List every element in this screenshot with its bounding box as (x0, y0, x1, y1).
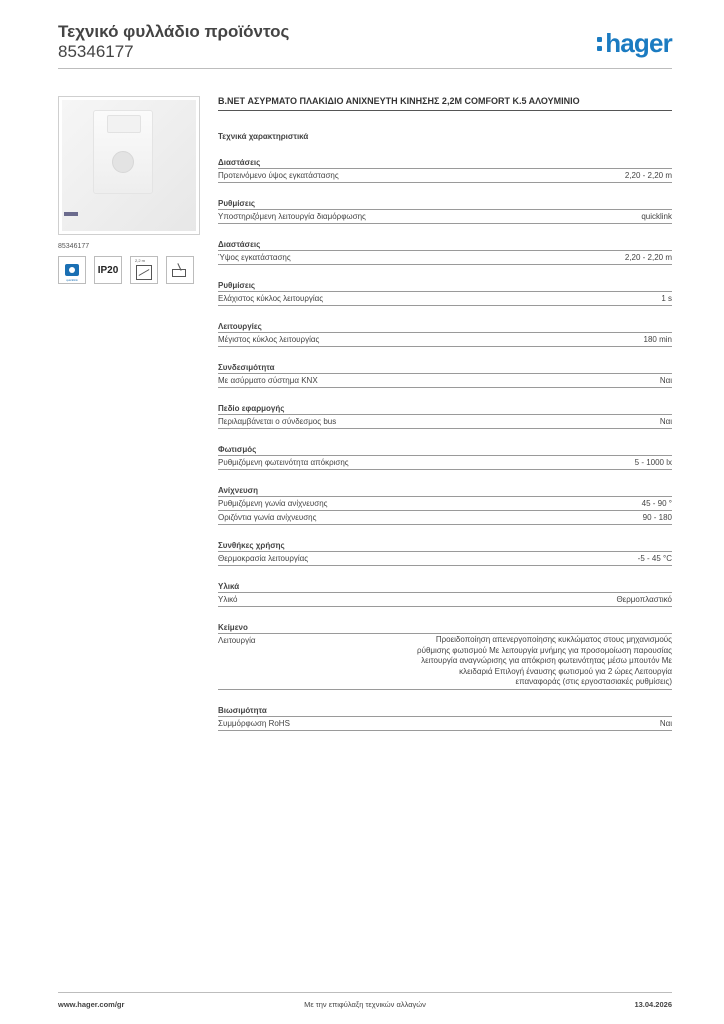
spec-label: Υποστηριζόμενη λειτουργία διαμόρφωσης (218, 212, 366, 221)
spec-group (218, 158, 672, 183)
sensor-plate (93, 110, 153, 194)
footer-website: www.hager.com/gr (58, 1000, 125, 1009)
spec-row (218, 332, 672, 347)
spec-group-title: Κείμενο (218, 623, 248, 632)
spec-row (218, 291, 672, 306)
spec-group-title: Ρυθμίσεις (218, 199, 256, 208)
spec-groups (218, 158, 672, 731)
spec-label: Οριζόντια γωνία ανίχνευσης (218, 513, 317, 522)
spec-label: Μέγιστος κύκλος λειτουργίας (218, 335, 320, 344)
spec-value: 45 - 90 ° (641, 499, 672, 508)
document-number: 85346177 (58, 42, 134, 61)
spec-value: 1 s (661, 294, 672, 303)
quicklink-icon (58, 256, 86, 284)
spec-label: Ύψος εγκατάστασης (218, 253, 291, 262)
spec-value: 2,20 - 2,20 m (624, 253, 672, 262)
spec-group (218, 281, 672, 306)
mounting-height-graphic (136, 265, 152, 280)
spec-group (218, 541, 672, 566)
spec-group (218, 582, 672, 607)
spec-row (218, 373, 672, 388)
section-title: Τεχνικά χαρακτηριστικά (218, 132, 309, 141)
page-header (58, 20, 672, 70)
spec-row (218, 455, 672, 470)
spec-row (218, 250, 672, 265)
spec-group-title: Συνθήκες χρήσης (218, 541, 285, 550)
spec-row (218, 496, 672, 511)
title-divider (218, 110, 672, 111)
mounting-height-icon (130, 256, 158, 284)
footer-divider (58, 992, 672, 993)
spec-value: 5 - 1000 lx (634, 458, 672, 467)
product-reference: 85346177 (58, 243, 90, 250)
spec-row (218, 209, 672, 224)
spec-label: Ρυθμιζόμενη φωτεινότητα απόκρισης (218, 458, 349, 467)
certification-icons (58, 256, 200, 284)
spec-value: 90 - 180 (642, 513, 672, 522)
spec-value: Ναι (659, 376, 672, 385)
spec-group-title: Διαστάσεις (218, 158, 261, 167)
spec-label: Ρυθμιζόμενη γωνία ανίχνευσης (218, 499, 328, 508)
spec-row (218, 551, 672, 566)
spec-value: quicklink (641, 212, 672, 221)
spec-group-title: Υλικά (218, 582, 240, 591)
spec-group-title: Πεδίο εφαρμογής (218, 404, 285, 413)
logo-dots-icon (597, 35, 603, 53)
spec-group-title: Διαστάσεις (218, 240, 261, 249)
spec-group (218, 322, 672, 347)
spec-group-title: Βιωσιμότητα (218, 705, 267, 715)
spec-group (218, 240, 672, 265)
specifications-panel (218, 96, 672, 731)
spec-label: Περιλαμβάνεται ο σύνδεσμος bus (218, 417, 337, 426)
spec-group (218, 706, 672, 731)
spec-group (218, 623, 672, 690)
hand-switch-icon (166, 256, 194, 284)
sensor-window (107, 115, 141, 133)
spec-label: Υλικό (218, 595, 238, 604)
product-title: B.NET ΑΣΥΡΜΑΤΟ ΠΛΑΚΙΔΙΟ ΑΝΙΧΝΕΥΤΗ ΚΙΝΗΣΗΣ 2,2M COMFORT Κ.5 ΑΛΟΥΜΙΝΙΟ (218, 96, 580, 106)
product-image (58, 96, 200, 235)
spec-label: Με ασύρματο σύστημα KNX (218, 376, 318, 385)
spec-group-title: Φωτισμός (218, 445, 257, 454)
footer-date: 13.04.2026 (634, 1000, 672, 1009)
spec-value: Ναι (659, 417, 672, 426)
spec-group-title: Λειτουργίες (218, 322, 262, 331)
logo-text: hager (605, 28, 672, 58)
product-sidebar (58, 96, 200, 284)
spec-group (218, 363, 672, 388)
spec-group-title: Συνδεσιμότητα (218, 363, 275, 372)
product-photo (62, 100, 196, 231)
spec-row (218, 592, 672, 607)
header-divider (58, 68, 672, 69)
quicklink-label: quicklink (66, 278, 78, 282)
hager-logo (597, 28, 672, 59)
spec-group (218, 445, 672, 470)
spec-row (218, 716, 672, 731)
spec-group (218, 199, 672, 224)
spec-group (218, 404, 672, 429)
spec-row (218, 168, 672, 183)
page-footer (58, 996, 672, 1010)
spec-row (218, 414, 672, 429)
spec-label: Θερμοκρασία λειτουργίας (218, 554, 309, 563)
mounting-height-label: 2,2 m (135, 258, 146, 263)
sensor-lens (112, 151, 134, 173)
spec-group-title: Ρυθμίσεις (218, 281, 256, 290)
spec-row (218, 633, 672, 690)
spec-label: Προτεινόμενο ύψος εγκατάστασης (218, 171, 339, 180)
ip20-icon: IP20 (94, 256, 122, 284)
spec-label: Λειτουργία (218, 636, 256, 645)
spec-group-title: Ανίχνευση (218, 486, 259, 495)
spec-label: Συμμόρφωση RoHS (218, 718, 290, 728)
spec-row (218, 511, 672, 525)
quicklink-q-icon (65, 264, 79, 276)
spec-value: Θερμοπλαστικό (616, 595, 672, 604)
side-marker (64, 212, 78, 216)
spec-value: Ναι (659, 718, 672, 728)
footer-note: Με την επιφύλαξη τεχνικών αλλαγών (304, 1000, 426, 1009)
spec-value: Προειδοποίηση απενεργοποίησης κυκλώματος στους μηχανισμούς ρύθμισης φωτισμού Με λειτουργία μνήμης για προσομοίωση παρουσίας λειτουργία αναγνώρισης για απόκριση φωτεινότητας μέσω μπουτόν Με κλειδαριά Επιλογή έναυσης φωτισμού για 2 ώρες Λειτουργία επαναφοράς (στις εργοστασιακές ρυθμίσεις) (417, 635, 672, 687)
document-title: Τεχνικό φυλλάδιο προϊόντος (58, 22, 290, 41)
spec-label: Ελάχιστος κύκλος λειτουργίας (218, 294, 324, 303)
spec-value: -5 - 45 °C (637, 554, 672, 563)
hand-switch-graphic (172, 263, 188, 277)
spec-value: 2,20 - 2,20 m (624, 171, 672, 180)
spec-group (218, 486, 672, 525)
spec-value: 180 min (643, 335, 672, 344)
